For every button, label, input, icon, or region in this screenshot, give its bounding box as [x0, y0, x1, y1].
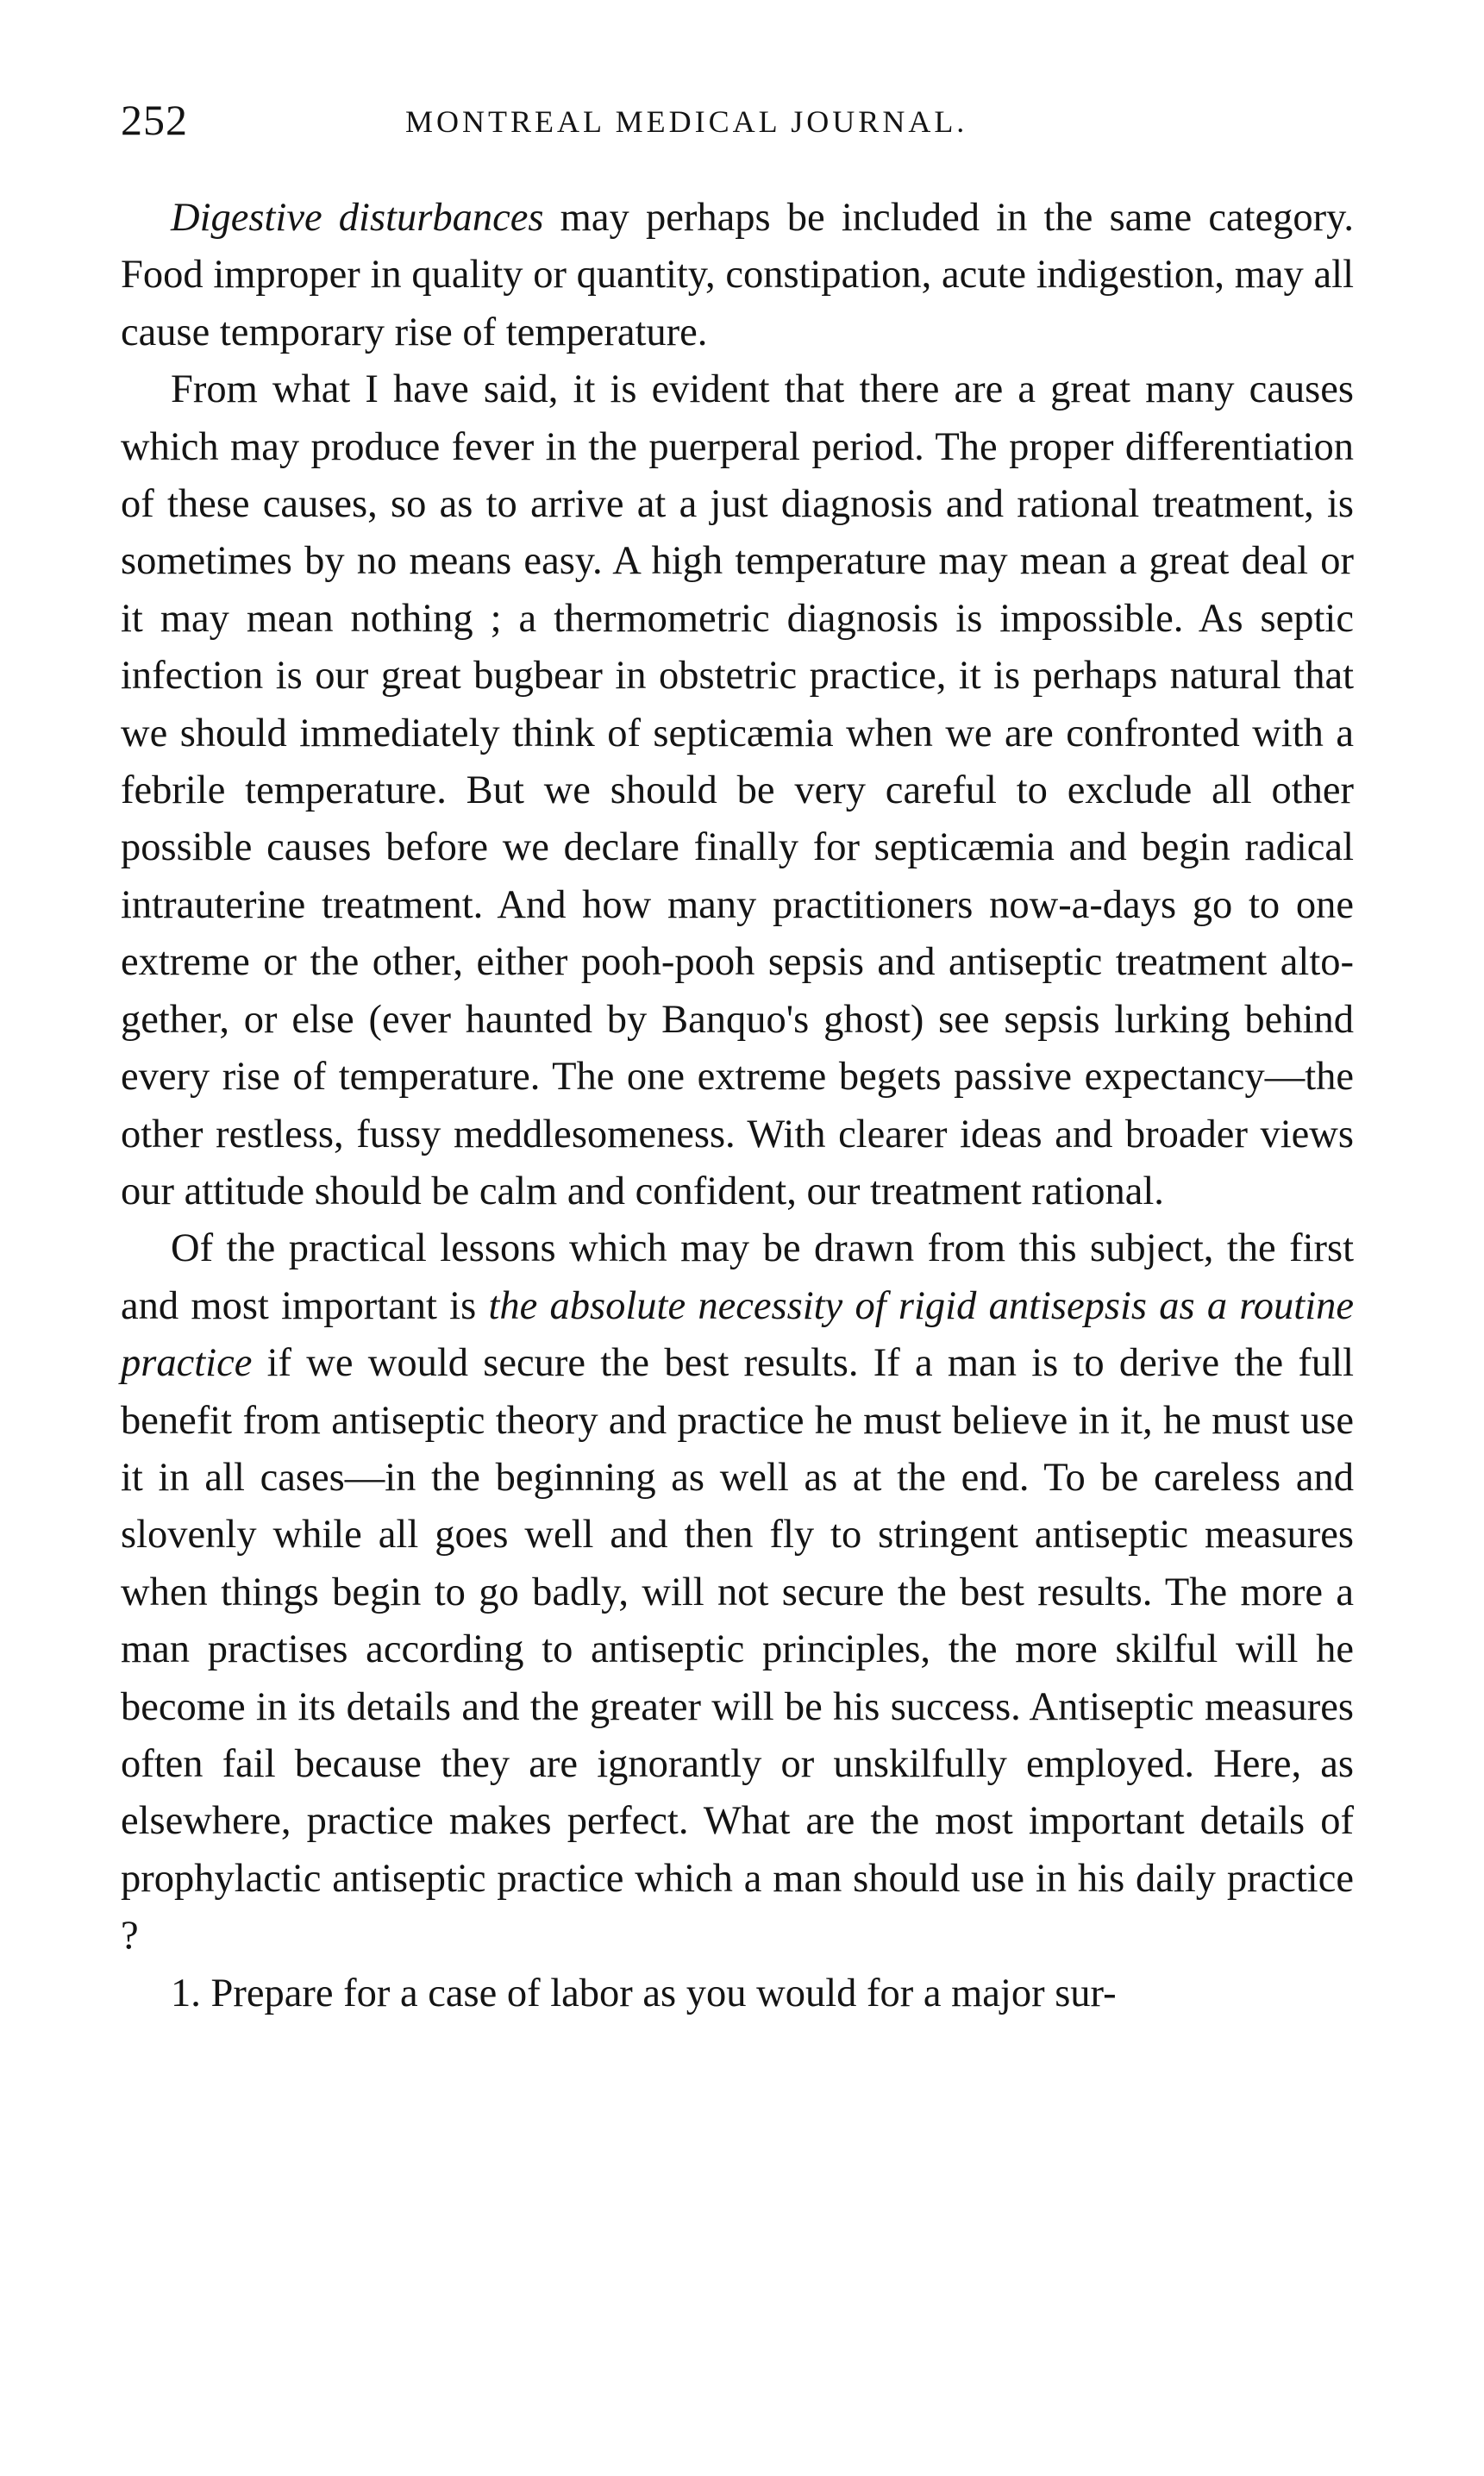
paragraph-digestive-disturbances	[121, 190, 1354, 361]
paragraph-text: 1. Prepare for a case of labor as you would for a major sur-	[171, 1971, 1117, 2015]
paragraph-text: may perhaps be included in the same category. Food improper in quality or quantity, constipation, acute indigestion, may all cause temporary rise of temperature.	[121, 196, 1354, 354]
italic-emphasis: the absolute necessity of rigid antisepsis as a routine practice	[121, 1283, 1355, 1386]
paragraph-causes-of-fever	[121, 361, 1354, 1220]
paragraph-practical-lessons	[121, 1220, 1354, 1965]
paragraph-text: if we would secure the best results. If a man is to derive the full benefit from antiseptic theory and practice he must believe in it, he must use it in all cases—in the beginning as well as at the end. To be careless and slovenly while all goes well and then fly to stringent antiseptic measures when things begin to go badly, will not secure the best results. The more a man practises according to antiseptic principles, the more skilful will he become in its details and the greater will be his success. Antiseptic measures often fail because they are ignorantly or unskilfully employed. Here, as elsewhere, practice makes perfect. What are the most important details of prophylactic antiseptic practice which a man should use in his daily practice ?	[121, 1341, 1354, 1959]
paragraph-text: From what I have said, it is evident that there are a great many causes which may produce fever in the puerperal period. The proper differentiation of these causes, so as to arrive at a just diagnosis and rational treatment, is sometimes by no means easy. A high temperature may mean a great deal or it may mean nothing ; a thermometric diagnosis is impossible. As septic infection is our great bugbear in obstetric practice, it is perhaps natural that we should immediately think of septicæmia when we are confronted with a febrile temperature. But we should be very careful to exclude all other possible causes before we declare finally for septicæmia and begin radical intrauterine treatment. And how many practitioners now-a-days go to one extreme or the other, either pooh-pooh sepsis and antiseptic treatment altogether, or else (ever haunted by Banquo's ghost) see sepsis lurking behind every rise of temperature. The one extreme begets passive expectancy—the other restless, fussy meddlesomeness. With clearer ideas and broader views our attitude should be calm and confident, our treatment rational.	[121, 367, 1354, 1213]
paragraph-numbered-item-1	[121, 1965, 1354, 2022]
journal-title: MONTREAL MEDICAL JOURNAL.	[405, 104, 968, 139]
article-body	[121, 190, 1354, 2022]
running-head	[121, 95, 1362, 155]
italic-lead: Digestive disturbances	[171, 196, 544, 240]
page-number: 252	[121, 96, 188, 144]
paragraph-text: Of the practical lessons which may be drawn from this subject, the first and most important is	[121, 1226, 1354, 1328]
